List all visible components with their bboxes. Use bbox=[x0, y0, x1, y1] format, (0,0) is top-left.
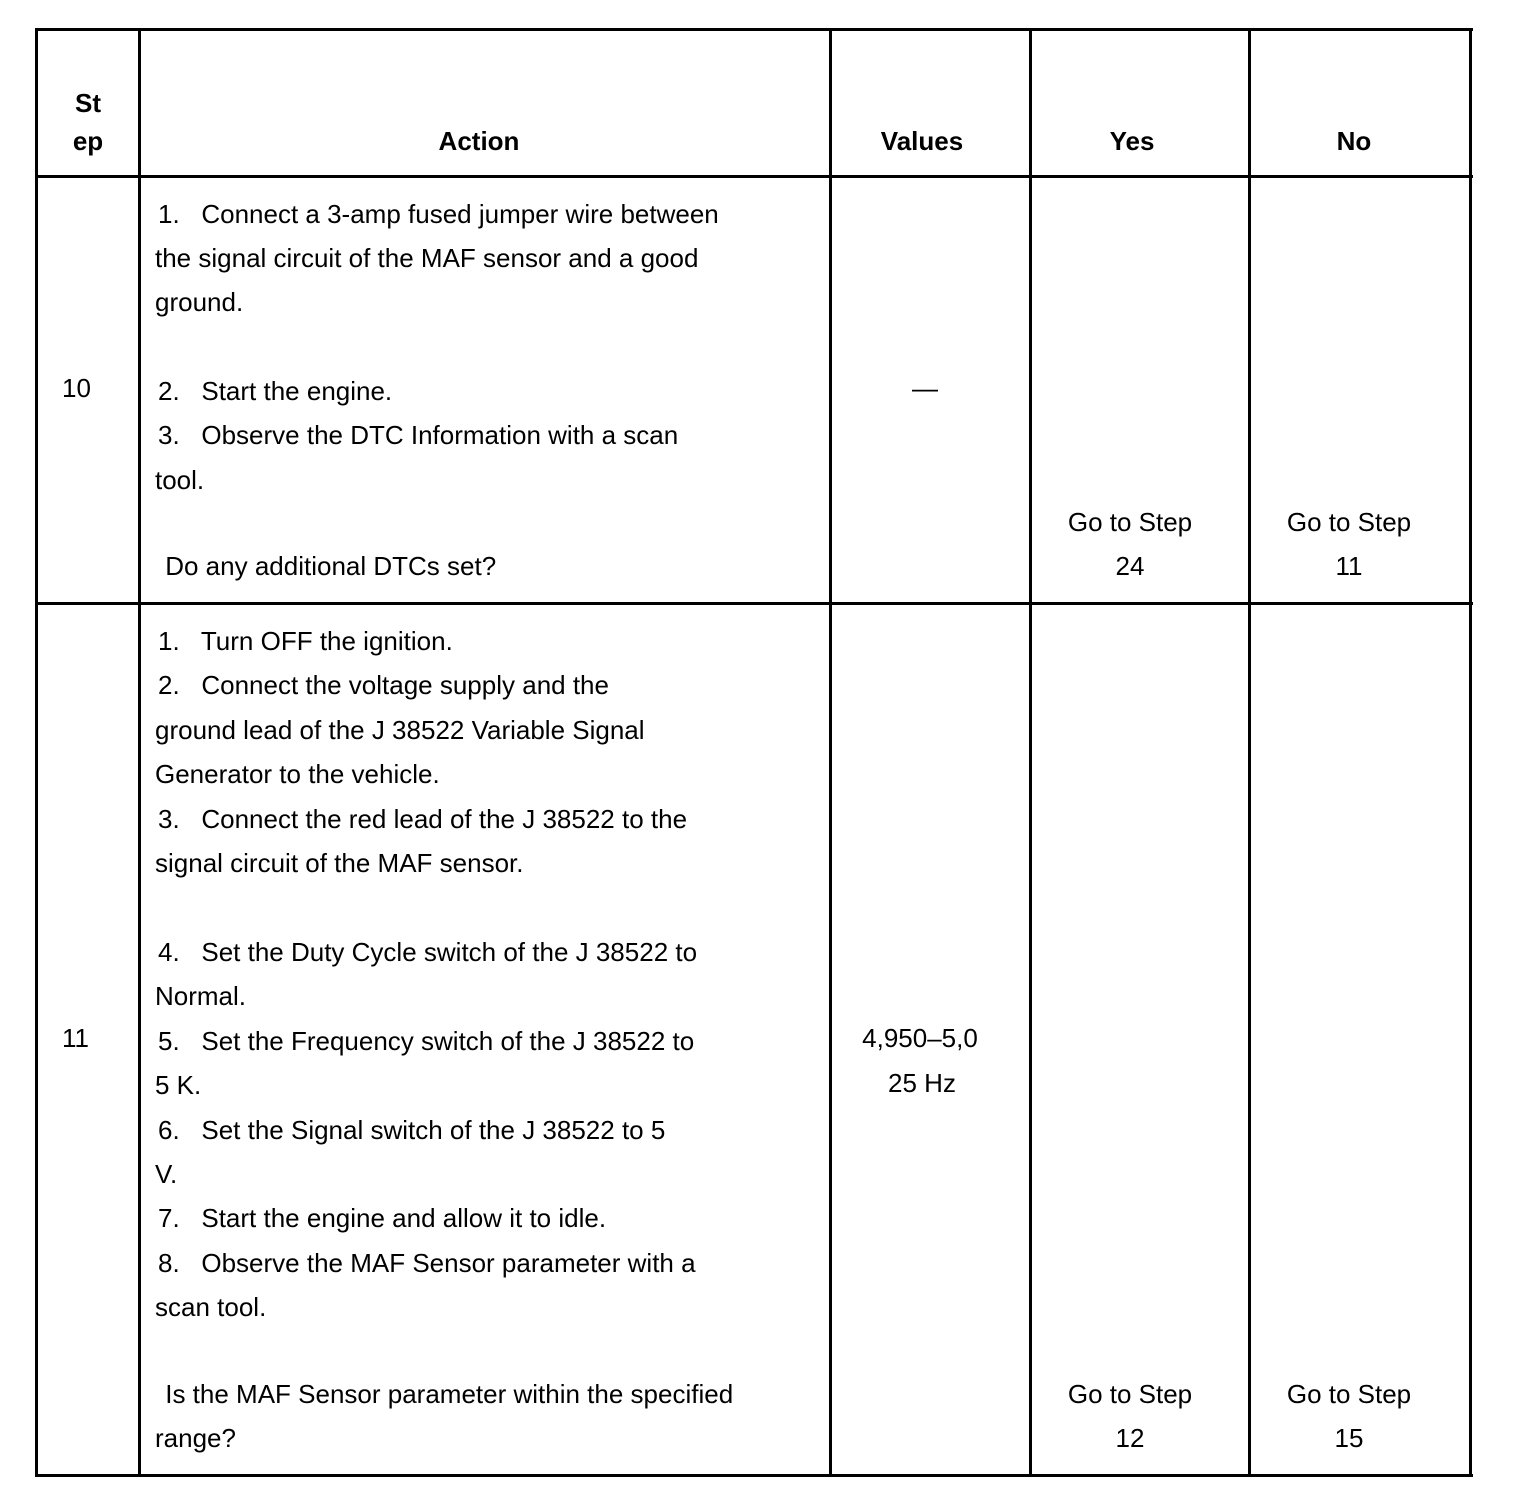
header-no: No bbox=[1336, 126, 1372, 156]
table-border-top bbox=[35, 28, 1473, 31]
header-values: Values bbox=[880, 126, 964, 156]
row-11-action-line: V. bbox=[155, 1159, 178, 1189]
header-divider bbox=[35, 175, 1473, 178]
row-10-action-question: Do any additional DTCs set? bbox=[158, 551, 497, 581]
row-10-values: — bbox=[912, 373, 938, 403]
row-10-action-line: the signal circuit of the MAF sensor and a good bbox=[155, 243, 699, 273]
header-action: Action bbox=[438, 126, 520, 156]
row-11-no-line-1: Go to Step bbox=[1286, 1379, 1412, 1409]
table-border-bottom bbox=[35, 1474, 1473, 1477]
header-step-line-2: ep bbox=[72, 126, 104, 156]
row-10-action-line: ground. bbox=[155, 287, 244, 317]
row-11-yes-line-1: Go to Step bbox=[1067, 1379, 1193, 1409]
row-10-yes-line-2: 24 bbox=[1115, 551, 1145, 581]
row-11-action-line: 1. Turn OFF the ignition. bbox=[158, 626, 453, 656]
row-divider bbox=[35, 602, 1473, 605]
row-11-step: 11 bbox=[62, 1023, 89, 1053]
row-11-action-line: ground lead of the J 38522 Variable Signal bbox=[155, 715, 645, 745]
column-divider-yes bbox=[1248, 28, 1251, 1477]
table-border-right bbox=[1469, 28, 1472, 1477]
row-11-no-line-2: 15 bbox=[1334, 1423, 1364, 1453]
row-11-action-line: 3. Connect the red lead of the J 38522 to the bbox=[158, 804, 688, 834]
column-divider-step bbox=[138, 28, 141, 1477]
column-divider-values bbox=[1029, 28, 1032, 1477]
row-10-no-line-2: 11 bbox=[1335, 551, 1363, 581]
row-10-action-line: tool. bbox=[155, 465, 205, 495]
table-border-left bbox=[35, 28, 38, 1477]
row-11-action-question-end: range? bbox=[155, 1423, 236, 1453]
row-11-action-line: 4. Set the Duty Cycle switch of the J 38522 to bbox=[158, 937, 698, 967]
row-10-step: 10 bbox=[62, 373, 91, 403]
row-10-action-line: 2. Start the engine. bbox=[158, 376, 393, 406]
row-11-action-line: 6. Set the Signal switch of the J 38522 to 5 bbox=[158, 1115, 666, 1145]
row-11-action-line: 7. Start the engine and allow it to idle. bbox=[158, 1203, 607, 1233]
row-11-action-line: Normal. bbox=[155, 981, 247, 1011]
row-10-action-line: 1. Connect a 3-amp fused jumper wire between bbox=[158, 199, 719, 229]
row-11-action-line: 2. Connect the voltage supply and the bbox=[158, 670, 609, 700]
row-11-action-question: Is the MAF Sensor parameter within the specified bbox=[158, 1379, 734, 1409]
row-10-no-line-1: Go to Step bbox=[1286, 507, 1412, 537]
row-10-action-line: 3. Observe the DTC Information with a scan bbox=[158, 420, 679, 450]
row-11-values-line-2: 25 Hz bbox=[888, 1068, 956, 1098]
row-11-values-line-1: 4,950–5,0 bbox=[862, 1023, 978, 1053]
row-11-action-line: signal circuit of the MAF sensor. bbox=[155, 848, 524, 878]
column-divider-action bbox=[829, 28, 832, 1477]
row-11-action-line: 8. Observe the MAF Sensor parameter with a bbox=[158, 1248, 696, 1278]
row-11-yes-line-2: 12 bbox=[1115, 1423, 1145, 1453]
row-11-action-line: Generator to the vehicle. bbox=[155, 759, 440, 789]
row-11-action-line: scan tool. bbox=[155, 1292, 267, 1322]
header-yes: Yes bbox=[1109, 126, 1155, 156]
row-11-action-line: 5. Set the Frequency switch of the J 38522 to bbox=[158, 1026, 695, 1056]
row-11-action-line: 5 K. bbox=[155, 1070, 202, 1100]
row-10-yes-line-1: Go to Step bbox=[1067, 507, 1193, 537]
header-step-line-1: St bbox=[75, 88, 101, 118]
